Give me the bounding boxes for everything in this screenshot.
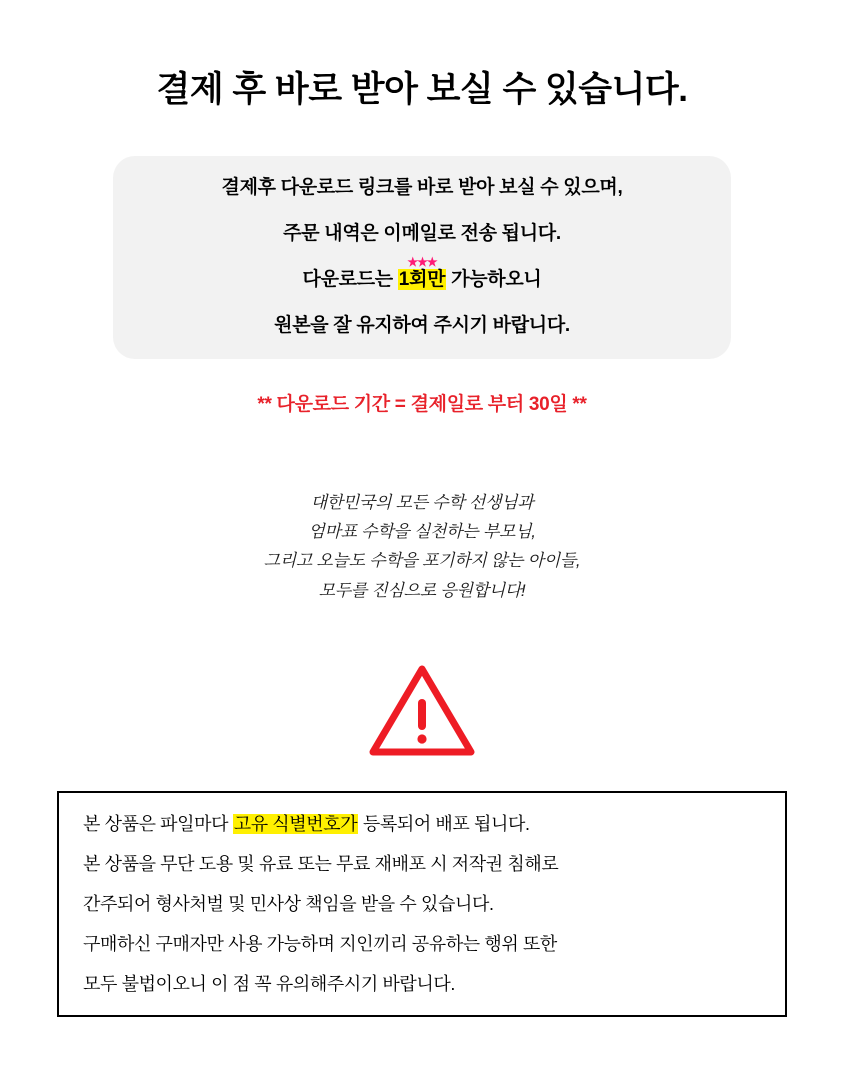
- legal-line-3: 간주되어 형사처벌 및 민사상 책임을 받을 수 있습니다.: [83, 893, 494, 914]
- download-limit-prefix: 다운로드는: [302, 269, 393, 290]
- download-limit-highlight: 1회만: [398, 269, 446, 290]
- message-line-2: 엄마표 수학을 실천하는 부모님,: [308, 522, 536, 542]
- download-notice-box: [113, 156, 731, 359]
- message-line-1: 대한민국의 모든 수학 선생님과: [310, 493, 534, 512]
- legal-line-1: [83, 815, 763, 833]
- encouragement-message: [0, 488, 844, 605]
- legal-line-1-suffix: 등록되어 배포 됩니다.: [362, 813, 530, 834]
- page-title: 결제 후 바로 받아 보실 수 있습니다.: [156, 70, 688, 109]
- legal-line-2: 본 상품을 무단 도용 및 유료 또는 무료 재배포 시 저작권 침해로: [83, 853, 559, 874]
- legal-warning-box: [57, 791, 787, 1017]
- legal-line-1-prefix: 본 상품은 파일마다: [83, 813, 229, 834]
- legal-line-1-highlight: 고유 식별번호가: [233, 813, 358, 834]
- notice-line-keep-original: 원본을 잘 유지하여 주시기 바랍니다.: [274, 315, 570, 336]
- warning-triangle-icon: [368, 663, 476, 757]
- legal-line-4: 구매하신 구매자만 사용 가능하며 지인끼리 공유하는 행위 또한: [83, 933, 557, 954]
- notice-download-limit-line: [123, 255, 721, 290]
- notice-line-1: 결제후 다운로드 링크를 바로 받아 보실 수 있으며,: [221, 177, 623, 198]
- notice-line-2: 주문 내역은 이메일로 전송 됩니다.: [283, 223, 561, 244]
- download-limit-suffix: 가능하오니: [451, 269, 542, 290]
- legal-line-5: 모두 불법이오니 이 점 꼭 유의해주시기 바랍니다.: [83, 973, 455, 994]
- download-period-notice: ** 다운로드 기간 = 결제일로 부터 30일 **: [257, 394, 587, 415]
- warning-icon-container: [0, 663, 844, 757]
- message-line-4: 모두를 진심으로 응원합니다!: [318, 580, 526, 600]
- stars-icon: ★★★: [407, 255, 437, 269]
- download-limit-highlight-wrap: [398, 255, 446, 290]
- message-line-3: 그리고 오늘도 수학을 포기하지 않는 아이들,: [263, 551, 581, 571]
